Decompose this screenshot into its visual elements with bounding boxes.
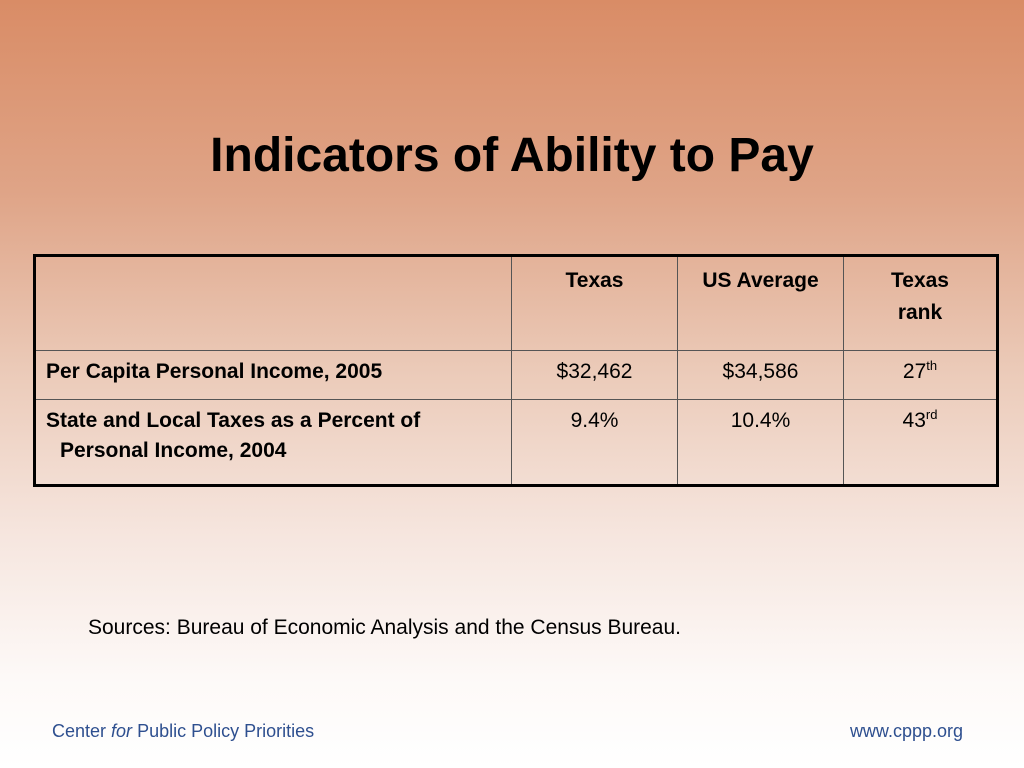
table-row <box>35 400 998 486</box>
header-texas: Texas <box>512 256 678 351</box>
footer-organization <box>52 721 314 742</box>
footer-url: www.cppp.org <box>849 721 963 741</box>
cell-us-average-income: $34,586 <box>678 351 844 400</box>
row-label-taxes-percent <box>35 400 512 486</box>
rank-number: 43 <box>902 409 926 432</box>
header-texas-rank <box>844 256 998 351</box>
cell-texas-taxes: 9.4% <box>512 400 678 486</box>
header-empty-cell <box>35 256 512 351</box>
footer-org-part1: Center <box>52 721 107 741</box>
indicators-table <box>33 254 999 487</box>
slide-title: Indicators of Ability to Pay <box>210 129 814 182</box>
row-label-per-capita-income: Per Capita Personal Income, 2005 <box>35 351 512 400</box>
table-row <box>35 351 998 400</box>
rank-suffix: rd <box>925 407 938 422</box>
cell-rank-income <box>844 351 998 400</box>
cell-texas-income: $32,462 <box>512 351 678 400</box>
row-label-line1: State and Local Taxes as a Percent of <box>46 409 421 432</box>
rank-number: 27 <box>902 360 927 383</box>
table-header-row <box>35 256 998 351</box>
rank-suffix: th <box>926 358 938 373</box>
header-texas-rank-line1: Texas <box>891 269 949 292</box>
footer-org-part2: Public Policy Priorities <box>137 721 315 741</box>
footer-org-italic: for <box>111 721 133 741</box>
cell-rank-taxes <box>844 400 998 486</box>
header-texas-rank-line2: rank <box>897 301 943 324</box>
cell-us-average-taxes: 10.4% <box>678 400 844 486</box>
row-label-line2: Personal Income, 2004 <box>60 439 287 462</box>
sources-note: Sources: Bureau of Economic Analysis and the Census Bureau. <box>88 616 682 639</box>
header-us-average: US Average <box>678 256 844 351</box>
